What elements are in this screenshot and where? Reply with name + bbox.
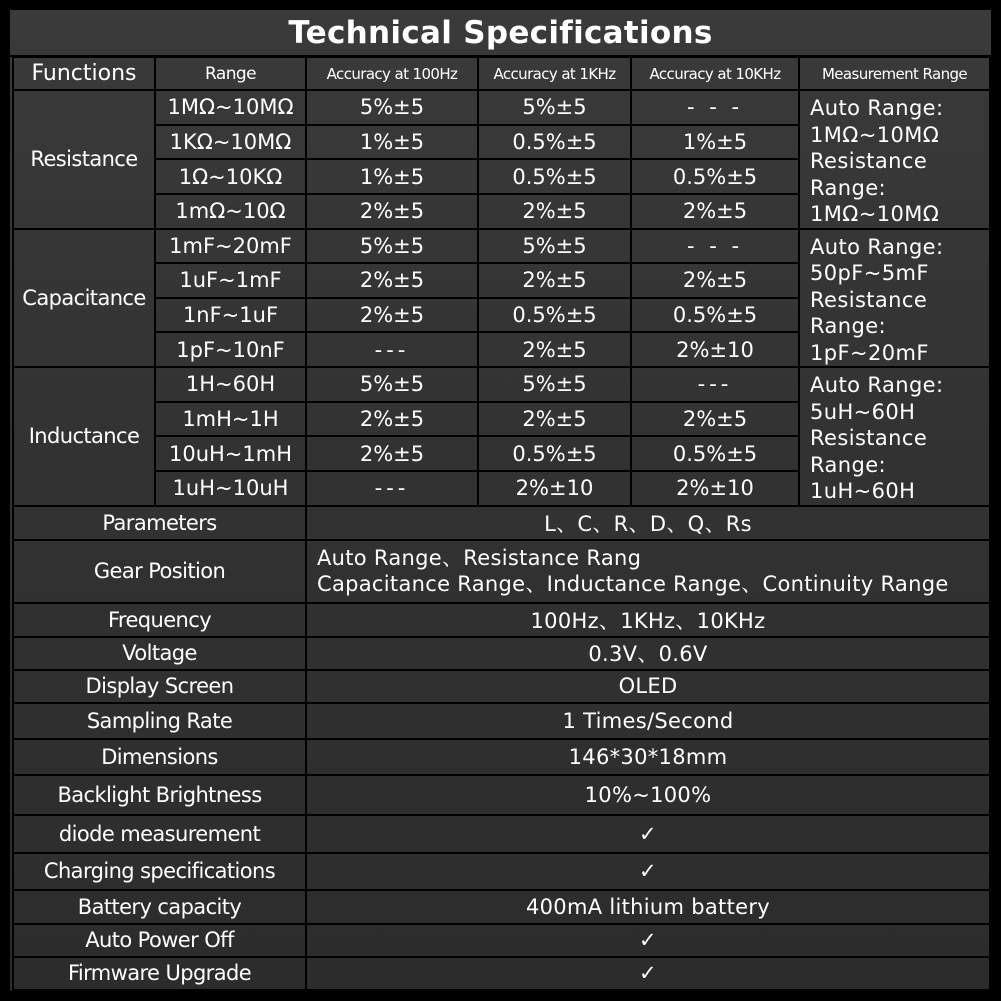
measurement-range-line: Range: [810,314,887,338]
spec-label: Sampling Rate [13,703,306,739]
accuracy-1khz-cell: 5%±5 [478,90,631,125]
spec-row [13,506,990,540]
measurement-range-cell [799,90,990,229]
range-cell: 1nF~1uF [155,298,306,333]
spec-label: Frequency [13,603,306,637]
accuracy-10khz-cell: 1%±5 [631,125,799,160]
spec-value [306,540,990,603]
spec-row [13,540,990,603]
measurement-range-cell [799,367,990,506]
header-measurement-range: Measurement Range [799,57,990,90]
accuracy-1khz-cell: 0.5%±5 [478,125,631,160]
measurement-range-line: Range: [810,175,887,200]
check-icon: ✓ [306,957,990,990]
range-cell: 10uH~1mH [155,436,306,471]
spec-value: 146*30*18mm [306,739,990,775]
accuracy-10khz-cell: 2%±5 [631,402,799,437]
range-cell: 1KΩ~10MΩ [155,125,306,160]
spec-value: 1 Times/Second [306,703,990,739]
spec-value: 400mA lithium battery [306,890,990,924]
accuracy-100hz-cell: 2%±5 [306,194,478,229]
table-row [13,367,990,402]
accuracy-1khz-cell: 2%±10 [478,471,631,506]
measurement-range-line: Auto Range: [810,234,944,259]
function-name: Inductance [13,367,155,506]
spec-value: 10%~100% [306,775,990,815]
page-title: Technical Specifications [10,10,991,57]
range-cell: 1mΩ~10Ω [155,194,306,229]
spec-value: OLED [306,670,990,703]
header-accuracy-1khz: Accuracy at 1KHz [478,57,631,90]
accuracy-100hz-cell: 1%±5 [306,159,478,194]
spec-label: Firmware Upgrade [13,957,306,990]
measurement-range-line: 50pF~5mF [810,261,929,285]
range-cell: 1Ω~10KΩ [155,159,306,194]
check-icon: ✓ [306,924,990,957]
header-accuracy-100hz: Accuracy at 100Hz [306,57,478,90]
spec-label: Voltage [13,637,306,670]
measurement-range-line: 1MΩ~10MΩ [810,122,940,147]
header-accuracy-10khz: Accuracy at 10KHz [631,57,799,90]
accuracy-1khz-cell: 0.5%±5 [478,298,631,333]
accuracy-100hz-cell: 2%±5 [306,436,478,471]
measurement-range-line: 1uH~60H [810,479,916,503]
range-cell: 1mH~1H [155,402,306,437]
measurement-range-line: 1pF~20mF [810,340,929,365]
accuracy-1khz-cell: 5%±5 [478,367,631,402]
accuracy-100hz-cell: 5%±5 [306,90,478,125]
accuracy-1khz-cell: 2%±5 [478,194,631,229]
spec-label: Backlight Brightness [13,775,306,815]
spec-table [12,56,991,991]
accuracy-1khz-cell: 2%±5 [478,263,631,298]
accuracy-10khz-cell: 0.5%±5 [631,436,799,471]
spec-label: Auto Power Off [13,924,306,957]
spec-row [13,637,990,670]
header-functions: Functions [13,57,155,90]
accuracy-10khz-cell: - - - [631,90,799,125]
table-row [13,229,990,264]
spec-value: 0.3V、0.6V [306,637,990,670]
accuracy-10khz-cell: 2%±10 [631,471,799,506]
range-cell: 1uH~10uH [155,471,306,506]
accuracy-10khz-cell: 0.5%±5 [631,298,799,333]
spec-label: Charging specifications [13,853,306,890]
accuracy-1khz-cell: 2%±5 [478,332,631,367]
function-name: Resistance [13,90,155,229]
spec-row [13,703,990,739]
range-cell: 1H~60H [155,367,306,402]
function-name: Capacitance [13,229,155,368]
range-cell: 1mF~20mF [155,229,306,264]
spec-value: 100Hz、1KHz、10KHz [306,603,990,637]
range-cell: 1uF~1mF [155,263,306,298]
spec-label: diode measurement [13,815,306,853]
measurement-range-line: Auto Range: [810,373,944,397]
spec-label: Battery capacity [13,890,306,924]
measurement-range-line: Resistance [810,287,928,312]
accuracy-100hz-cell: 2%±5 [306,298,478,333]
accuracy-100hz-cell: --- [306,332,478,367]
measurement-range-line: 5uH~60H [810,399,916,424]
spec-row [13,739,990,775]
measurement-range-line: Resistance [810,426,928,450]
header-range: Range [155,57,306,90]
accuracy-10khz-cell: 2%±5 [631,194,799,229]
accuracy-100hz-cell: 5%±5 [306,229,478,264]
table-row [13,90,990,125]
accuracy-100hz-cell: 1%±5 [306,125,478,160]
accuracy-10khz-cell: 2%±10 [631,332,799,367]
spec-value-line: Auto Range、Resistance Rang [317,546,642,570]
measurement-range-line: Resistance [810,149,928,173]
spec-label: Display Screen [13,670,306,703]
range-cell: 1MΩ~10MΩ [155,90,306,125]
spec-row [13,670,990,703]
check-icon: ✓ [306,815,990,853]
table-header-row [13,57,990,90]
range-cell: 1pF~10nF [155,332,306,367]
spec-row [13,815,990,853]
accuracy-10khz-cell: - - - [631,229,799,264]
spec-row [13,890,990,924]
accuracy-100hz-cell: 5%±5 [306,367,478,402]
measurement-range-line: Range: [810,452,887,477]
measurement-range-line: 1MΩ~10MΩ [810,202,940,226]
spec-table-body [13,90,990,990]
accuracy-10khz-cell: --- [631,367,799,402]
check-icon: ✓ [306,853,990,890]
accuracy-100hz-cell: --- [306,471,478,506]
measurement-range-line: Auto Range: [810,96,944,120]
accuracy-10khz-cell: 0.5%±5 [631,159,799,194]
accuracy-1khz-cell: 2%±5 [478,402,631,437]
accuracy-1khz-cell: 5%±5 [478,229,631,264]
accuracy-1khz-cell: 0.5%±5 [478,436,631,471]
spec-label: Gear Position [13,540,306,603]
accuracy-100hz-cell: 2%±5 [306,263,478,298]
measurement-range-cell [799,229,990,368]
accuracy-1khz-cell: 0.5%±5 [478,159,631,194]
spec-label: Dimensions [13,739,306,775]
spec-row [13,853,990,890]
spec-label: Parameters [13,506,306,540]
accuracy-10khz-cell: 2%±5 [631,263,799,298]
spec-row [13,775,990,815]
spec-row [13,603,990,637]
spec-value-line: Capacitance Range、Inductance Range、Continuity Range [317,572,949,596]
spec-value: L、C、R、D、Q、Rs [306,506,990,540]
spec-row [13,924,990,957]
spec-row [13,957,990,990]
accuracy-100hz-cell: 2%±5 [306,402,478,437]
